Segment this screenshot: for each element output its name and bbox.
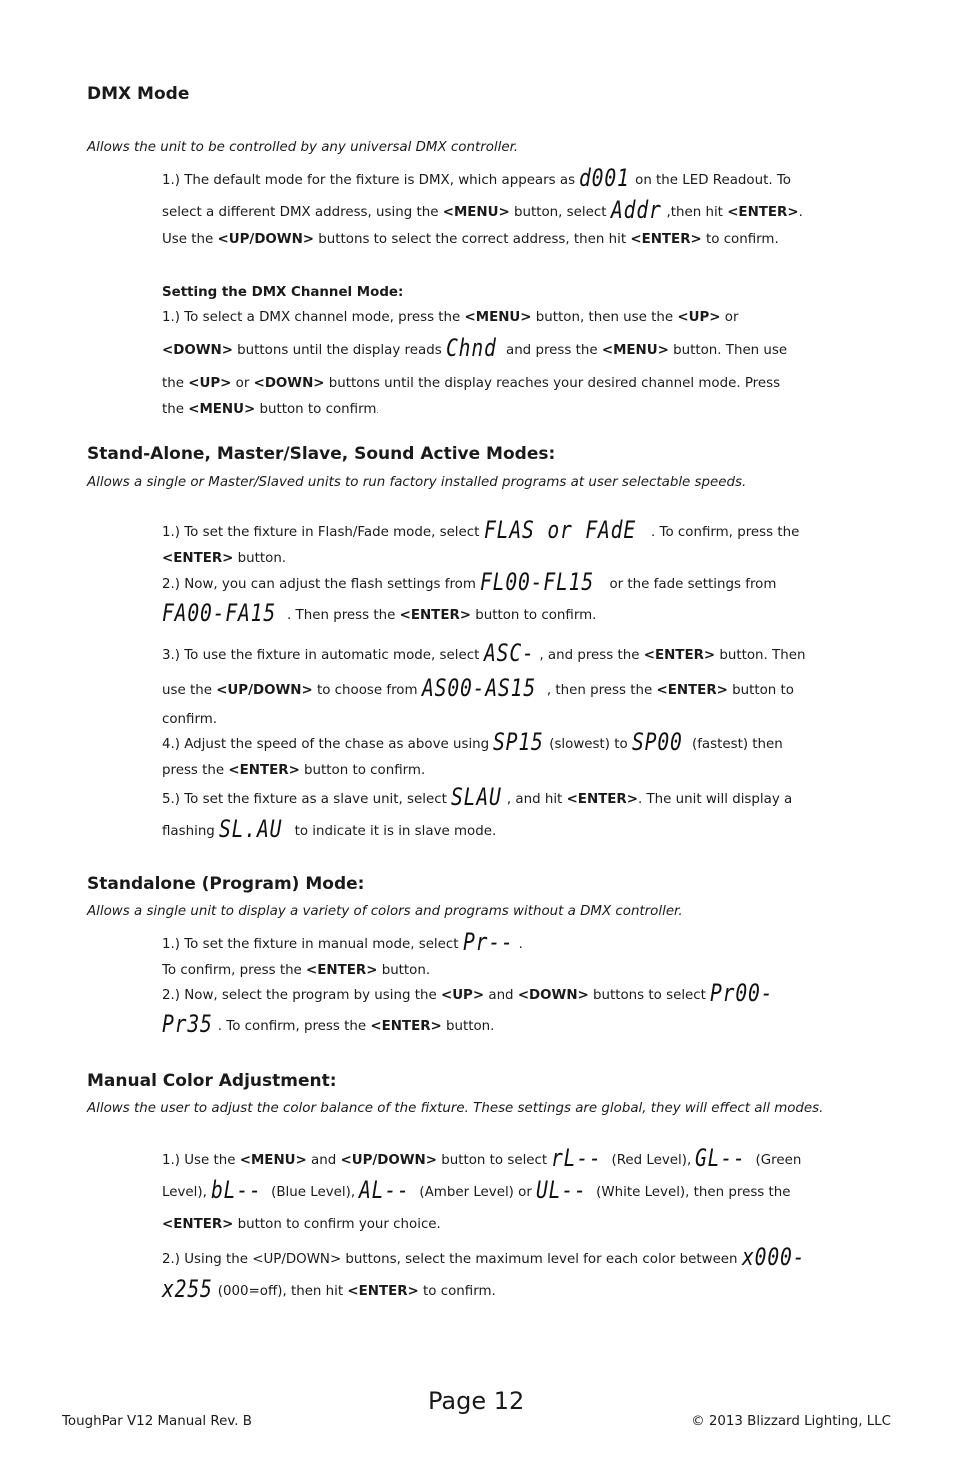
text: 5.) To set the fixture as a slave unit, select <box>162 792 452 807</box>
text: button, select <box>509 205 611 220</box>
button-label: <ENTER> <box>630 232 702 247</box>
lcd-readout: ASC- <box>483 639 535 667</box>
dmx-line-3 <box>162 229 867 251</box>
text: button to confirm. <box>299 763 426 778</box>
lcd-readout: FLAS or FAdE <box>483 516 636 544</box>
flash-settings-line-2 <box>162 598 867 634</box>
text: to choose from <box>312 683 422 698</box>
auto-line-2 <box>162 672 867 710</box>
text: 1.) To select a DMX channel mode, press the <box>162 310 465 325</box>
color-adjust-heading: Manual Color Adjustment: <box>87 1071 337 1091</box>
color-max-line-1 <box>162 1244 867 1276</box>
text: (Blue Level), <box>266 1185 360 1200</box>
button-label: <MENU> <box>601 343 669 358</box>
button-label: <ENTER> <box>656 683 728 698</box>
page-number: Page 12 <box>428 1387 525 1415</box>
channel-line-4 <box>162 397 867 424</box>
text: and <box>306 1153 341 1168</box>
lcd-readout: rL-- <box>551 1144 603 1172</box>
lcd-readout: bL-- <box>211 1176 262 1204</box>
button-label: <ENTER> <box>727 205 799 220</box>
channel-line-3 <box>162 371 867 397</box>
text: button. Then use <box>668 343 788 358</box>
text: To confirm, press the <box>162 963 307 978</box>
flash-settings-line-1 <box>162 570 867 598</box>
text: or <box>720 310 739 325</box>
text: buttons until the display reads <box>232 343 446 358</box>
text: (Amber Level) or <box>415 1185 537 1200</box>
footer-copyright: © 2013 Blizzard Lighting, LLC <box>691 1414 891 1429</box>
text: to confirm. <box>701 232 779 247</box>
text: . Then press the <box>287 608 400 623</box>
manual-mode-line-1 <box>162 930 867 958</box>
button-label: <UP/DOWN> <box>216 683 313 698</box>
flash-fade-step <box>162 518 867 572</box>
lcd-readout: GL-- <box>695 1144 747 1172</box>
lcd-readout: Pr00- <box>710 979 774 1007</box>
text: 1.) To set the fixture in Flash/Fade mode, select <box>162 525 484 540</box>
button-label: <MENU> <box>188 402 256 417</box>
text: 2.) Using the <UP/DOWN> buttons, select the maximum level for each color between <box>162 1252 742 1267</box>
channel-line-2 <box>162 331 867 371</box>
text: confirm. <box>162 712 218 727</box>
text: 4.) Adjust the speed of the chase as above using <box>162 737 494 752</box>
dmx-channel-paragraph <box>162 305 867 424</box>
auto-mode-step <box>162 640 867 730</box>
text: . <box>376 407 379 415</box>
manual-mode-step <box>162 930 867 984</box>
button-label: <UP> <box>677 310 721 325</box>
lcd-readout: FA00-FA15 <box>162 599 277 627</box>
standalone-description: Allows a single or Master/Slaved units to run factory installed programs at user selectable speeds. <box>87 475 747 490</box>
button-label: <UP/DOWN> <box>340 1153 437 1168</box>
text: the <box>162 376 189 391</box>
text: use the <box>162 683 217 698</box>
text: . <box>798 205 803 220</box>
speed-line-2 <box>162 758 867 784</box>
text: button to confirm your choice. <box>233 1217 441 1232</box>
text: flashing <box>162 824 220 839</box>
button-label: <DOWN> <box>517 988 589 1003</box>
button-label: <ENTER> <box>162 1217 234 1232</box>
button-label: <ENTER> <box>162 551 234 566</box>
text: 3.) To use the fixture in automatic mode, select <box>162 648 484 663</box>
button-label: <UP> <box>440 988 485 1003</box>
text: 1.) To set the fixture in manual mode, select <box>162 937 463 952</box>
text: to confirm. <box>418 1284 496 1299</box>
lcd-readout: d001 <box>579 164 631 192</box>
dmx-channel-subheading: Setting the DMX Channel Mode: <box>162 285 404 300</box>
lcd-readout: Addr <box>610 196 662 224</box>
dmx-mode-heading: DMX Mode <box>87 84 190 104</box>
text: or the fade settings from <box>605 577 777 592</box>
auto-line-3 <box>162 710 867 730</box>
color-adjust-description: Allows the user to adjust the color balance of the fixture. These settings are global, they will effect all modes. <box>87 1101 824 1116</box>
lcd-readout: x255 <box>162 1275 213 1303</box>
lcd-readout: FL00-FL15 <box>480 568 595 596</box>
button-label: <MENU> <box>464 310 532 325</box>
text: (Red Level), <box>607 1153 696 1168</box>
button-label: <ENTER> <box>643 648 716 663</box>
standalone-heading: Stand-Alone, Master/Slave, Sound Active Modes: <box>87 444 556 464</box>
text: button to select <box>436 1153 552 1168</box>
program-select-line-1 <box>162 981 867 1011</box>
text: button. <box>233 551 287 566</box>
text: . To confirm, press the <box>651 525 800 540</box>
lcd-readout: Pr35 <box>162 1010 213 1038</box>
text: the <box>162 402 189 417</box>
text: , then press the <box>546 683 657 698</box>
program-mode-description: Allows a single unit to display a variety of colors and programs without a DMX controller. <box>87 904 683 919</box>
lcd-readout: SLAU <box>451 783 502 811</box>
text: (White Level), then press the <box>591 1185 791 1200</box>
button-label: <ENTER> <box>566 792 638 807</box>
text: or <box>231 376 254 391</box>
slave-line-2 <box>162 816 867 848</box>
text: 2.) Now, you can adjust the flash settings from <box>162 577 481 592</box>
speed-step <box>162 730 867 784</box>
text: , and press the <box>539 648 644 663</box>
slave-step <box>162 784 867 848</box>
text: 1.) The default mode for the fixture is DMX, which appears as <box>162 173 580 188</box>
text: , and hit <box>506 792 567 807</box>
button-label: <MENU> <box>442 205 510 220</box>
lcd-readout: SP15 <box>493 728 545 756</box>
text: . <box>518 937 523 952</box>
flash-settings-step <box>162 570 867 634</box>
color-level-step <box>162 1145 867 1241</box>
dmx-line-2 <box>162 197 867 229</box>
text: and press the <box>501 343 602 358</box>
button-label: <ENTER> <box>347 1284 419 1299</box>
program-select-line-2 <box>162 1011 867 1043</box>
button-label: <ENTER> <box>370 1019 442 1034</box>
color-line-2 <box>162 1177 867 1209</box>
button-label: <UP/DOWN> <box>217 232 315 247</box>
text: Use the <box>162 232 218 247</box>
button-label: <DOWN> <box>162 343 233 358</box>
lcd-readout: AL-- <box>359 1176 411 1204</box>
dmx-mode-description: Allows the unit to be controlled by any universal DMX controller. <box>87 140 519 155</box>
text: and <box>484 988 518 1003</box>
lcd-readout: Chnd <box>445 334 497 362</box>
text: (Green <box>751 1153 802 1168</box>
text: select a different DMX address, using the <box>162 205 443 220</box>
text: buttons to select <box>588 988 711 1003</box>
text: . To confirm, press the <box>217 1019 371 1034</box>
lcd-readout: UL-- <box>536 1176 587 1204</box>
text: . The unit will display a <box>637 792 793 807</box>
button-label: <ENTER> <box>399 608 471 623</box>
text: button to confirm. <box>471 608 597 623</box>
text: buttons to select the correct address, then hit <box>314 232 631 247</box>
text: ,then hit <box>666 205 728 220</box>
button-label: <MENU> <box>239 1153 307 1168</box>
text: button. <box>377 963 431 978</box>
lcd-readout: SL.AU <box>219 815 283 843</box>
color-line-1 <box>162 1145 867 1177</box>
button-label: <UP> <box>188 376 232 391</box>
footer-manual-title: ToughPar V12 Manual Rev. B <box>62 1414 252 1429</box>
text: on the LED Readout. To <box>635 173 791 188</box>
text: button, then use the <box>531 310 678 325</box>
text: to indicate it is in slave mode. <box>290 824 497 839</box>
color-max-line-2 <box>162 1276 867 1308</box>
text: press the <box>162 763 229 778</box>
text: button. Then <box>715 648 806 663</box>
speed-line-1 <box>162 730 867 758</box>
text: (fastest) then <box>687 737 783 752</box>
channel-line-1 <box>162 305 867 331</box>
text: button to <box>727 683 794 698</box>
button-label: <ENTER> <box>306 963 378 978</box>
dmx-line-1 <box>162 165 867 197</box>
text: 2.) Now, select the program by using the <box>162 988 441 1003</box>
button-label: <ENTER> <box>228 763 300 778</box>
lcd-readout: x000- <box>741 1243 806 1271</box>
auto-line-1 <box>162 640 867 672</box>
button-label: <DOWN> <box>253 376 325 391</box>
slave-line-1 <box>162 784 867 816</box>
color-line-3 <box>162 1209 867 1241</box>
color-max-step <box>162 1244 867 1308</box>
lcd-readout: AS00-AS15 <box>421 674 536 702</box>
text: Level), <box>162 1185 212 1200</box>
text: button. <box>441 1019 495 1034</box>
text: buttons until the display reaches your desired channel mode. Press <box>324 376 781 391</box>
text: (slowest) to <box>549 737 632 752</box>
lcd-readout: SP00 <box>631 728 683 756</box>
dmx-address-paragraph <box>162 165 867 251</box>
text: button to confirm <box>255 402 377 417</box>
text: 1.) Use the <box>162 1153 240 1168</box>
program-select-step <box>162 981 867 1043</box>
program-mode-heading: Standalone (Program) Mode: <box>87 874 365 894</box>
flash-line-1 <box>162 518 867 546</box>
lcd-readout: Pr-- <box>462 928 514 956</box>
text: (000=off), then hit <box>217 1284 348 1299</box>
